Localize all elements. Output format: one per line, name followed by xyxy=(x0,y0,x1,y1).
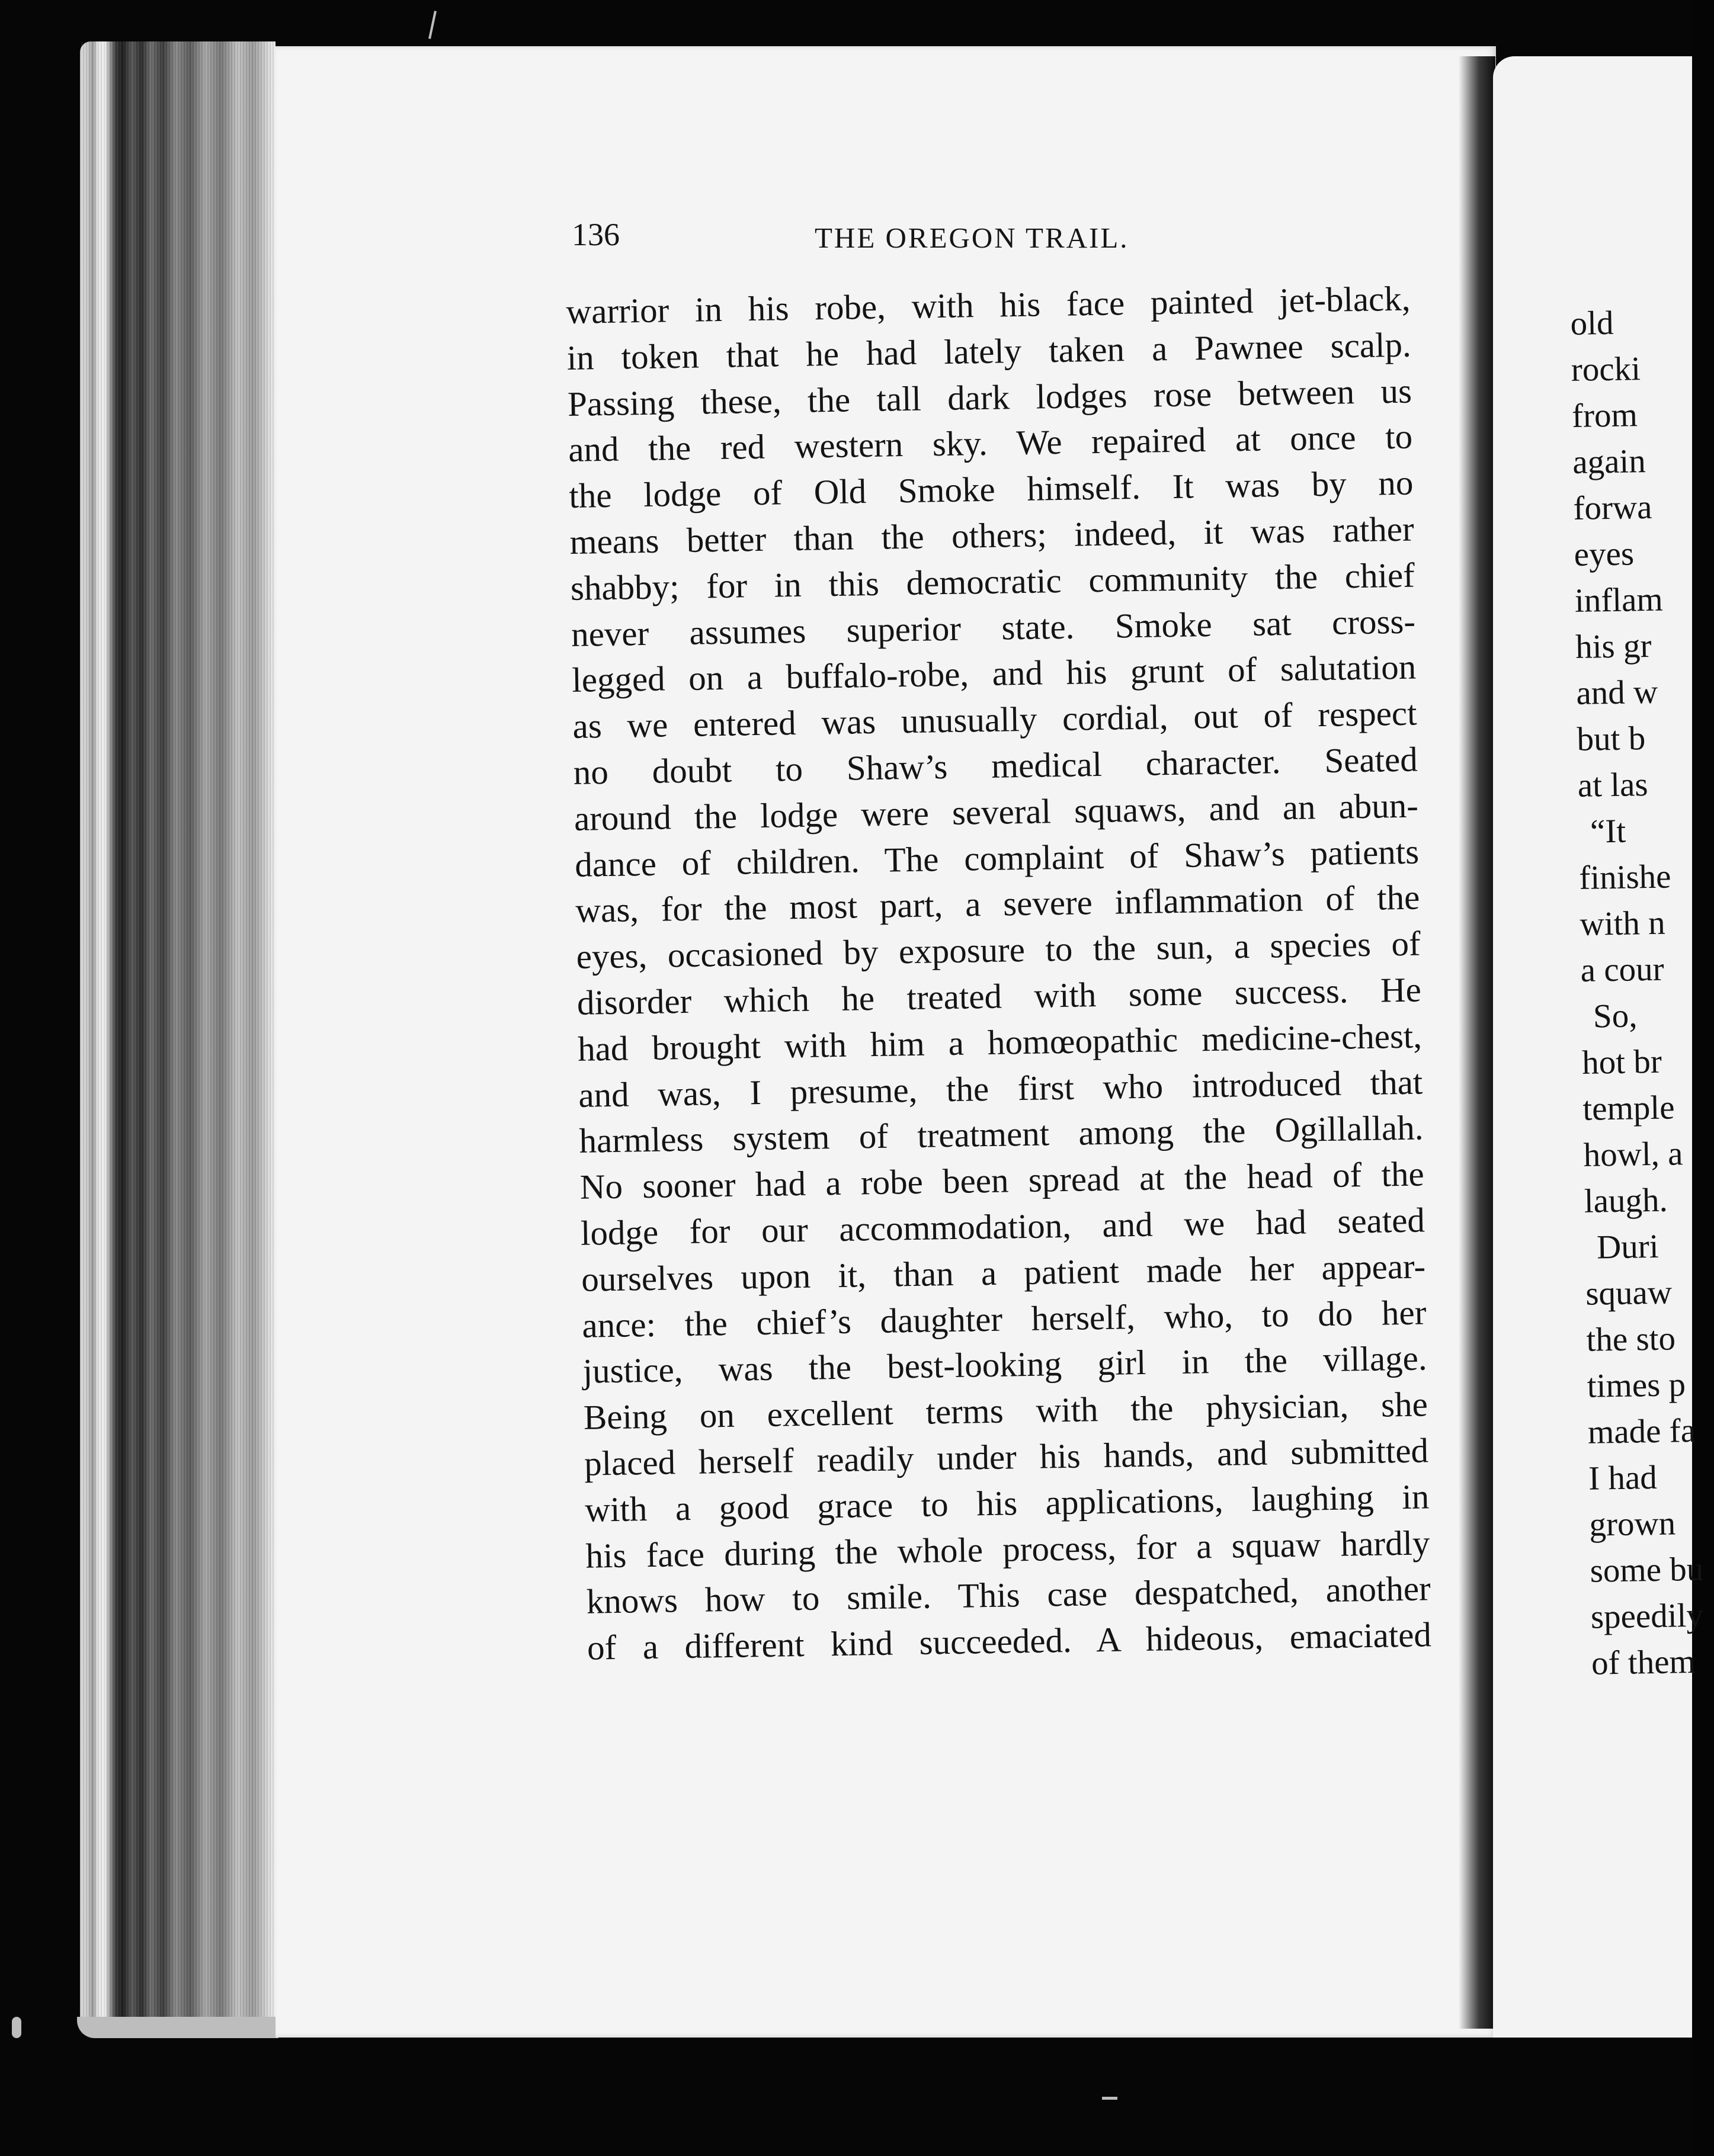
scan-mark xyxy=(428,11,437,39)
facing-text-line: finishe xyxy=(1578,858,1671,897)
text-line: ourselves upon it, than a patient made her appear- xyxy=(581,1246,1426,1299)
facing-text-line: the sto xyxy=(1586,1320,1676,1359)
text-line: lodge for our accommodation, and we had seated xyxy=(580,1200,1425,1253)
facing-text-line: inflam xyxy=(1574,580,1664,620)
facing-text-line: eyes xyxy=(1574,535,1635,573)
page-number: 136 xyxy=(572,217,620,252)
facing-text-line: times p xyxy=(1587,1366,1686,1405)
text-line: legged on a buffalo-robe, and his grunt of salutation xyxy=(571,647,1417,700)
facing-text-line: a cour xyxy=(1580,950,1665,989)
text-line: disorder which he treated with some success. He xyxy=(576,970,1422,1022)
text-line: shabby; for in this democratic community the chief xyxy=(570,555,1415,608)
facing-text-line: So, xyxy=(1593,997,1638,1035)
facing-text-line: some bu xyxy=(1590,1550,1704,1590)
scan-mark xyxy=(1102,2097,1117,2100)
body-text xyxy=(566,276,1431,1671)
book-fore-edge xyxy=(80,41,275,2035)
facing-text-line: made fa xyxy=(1587,1411,1696,1451)
text-line: and the red western sky. We repaired at once to xyxy=(568,416,1413,470)
facing-text-line: and w xyxy=(1575,673,1658,712)
facing-text-line: laugh. xyxy=(1584,1181,1668,1220)
running-title: THE OREGON TRAIL. xyxy=(815,222,1129,254)
facing-text-line: old xyxy=(1570,304,1614,342)
text-line: placed herself readily under his hands, and submitted xyxy=(584,1430,1429,1483)
text-line: with a good grace to his applications, laughing in xyxy=(584,1477,1430,1529)
text-line: harmless system of treatment among the Ogillallah. xyxy=(579,1108,1424,1161)
facing-text-line: rocki xyxy=(1571,350,1641,389)
facing-text-line: grown xyxy=(1588,1504,1676,1544)
facing-text-line: speedily xyxy=(1590,1596,1704,1636)
text-line: around the lodge were several squaws, and an abun- xyxy=(574,785,1419,838)
facing-text-line: hot br xyxy=(1581,1042,1662,1082)
page-gutter xyxy=(1459,56,1495,2029)
text-line: Passing these, the tall dark lodges rose between us xyxy=(567,371,1412,424)
text-line: in token that he had lately taken a Pawnee scalp. xyxy=(566,325,1412,377)
text-line: never assumes superior state. Smoke sat cross- xyxy=(571,601,1416,654)
facing-text-line: of them xyxy=(1591,1642,1696,1682)
facing-page-text xyxy=(1570,299,1714,1687)
text-line: and was, I presume, the first who introduced that xyxy=(578,1062,1423,1115)
text-line: justice, was the best-looking girl in the village. xyxy=(582,1338,1428,1391)
facing-text-line: squaw xyxy=(1585,1273,1673,1313)
facing-text-line: with n xyxy=(1580,904,1666,943)
text-line: the lodge of Old Smoke himself. It was by no xyxy=(568,463,1414,516)
facing-text-line: I had xyxy=(1588,1458,1658,1497)
book-edge-foot xyxy=(77,2017,278,2038)
text-line: of a different kind succeeded. A hideous, emaciated xyxy=(587,1615,1432,1667)
facing-text-line: “It xyxy=(1590,812,1626,851)
text-line: dance of children. The complaint of Shaw’s patients xyxy=(574,832,1420,884)
facing-text-line: at las xyxy=(1577,766,1649,804)
text-line: no doubt to Shaw’s medical character. Seated xyxy=(573,739,1418,792)
text-line: his face during the whole process, for a squaw hardly xyxy=(585,1522,1430,1576)
text-line: means better than the others; indeed, it was rather xyxy=(569,509,1415,562)
facing-text-line: again xyxy=(1572,442,1646,481)
facing-text-line: his gr xyxy=(1575,627,1652,666)
facing-text-line: temple xyxy=(1582,1089,1675,1128)
scan-mark xyxy=(12,2017,21,2038)
text-line: warrior in his robe, with his face painted jet-black, xyxy=(566,278,1411,331)
facing-text-line: from xyxy=(1571,396,1638,435)
facing-text-line: forwa xyxy=(1573,488,1652,527)
text-line: knows how to smile. This case despatched, another xyxy=(586,1568,1431,1622)
text-line: had brought with him a homœopathic medicine-chest, xyxy=(577,1016,1423,1069)
text-line: No sooner had a robe been spread at the head of the xyxy=(579,1154,1425,1207)
text-line: Being on excellent terms with the physician, she xyxy=(583,1384,1428,1437)
facing-text-line: Duri xyxy=(1596,1227,1659,1266)
text-line: as we entered was unusually cordial, out of respect xyxy=(572,693,1417,746)
text-line: ance: the chief’s daughter herself, who, to do her xyxy=(581,1292,1427,1345)
facing-text-line: howl, a xyxy=(1583,1135,1683,1174)
text-line: was, for the most part, a severe inflammation of the xyxy=(575,877,1420,931)
page-header xyxy=(572,216,1401,264)
facing-text-line: but b xyxy=(1577,720,1646,758)
text-line: eyes, occasioned by exposure to the sun, a species of xyxy=(576,923,1421,977)
